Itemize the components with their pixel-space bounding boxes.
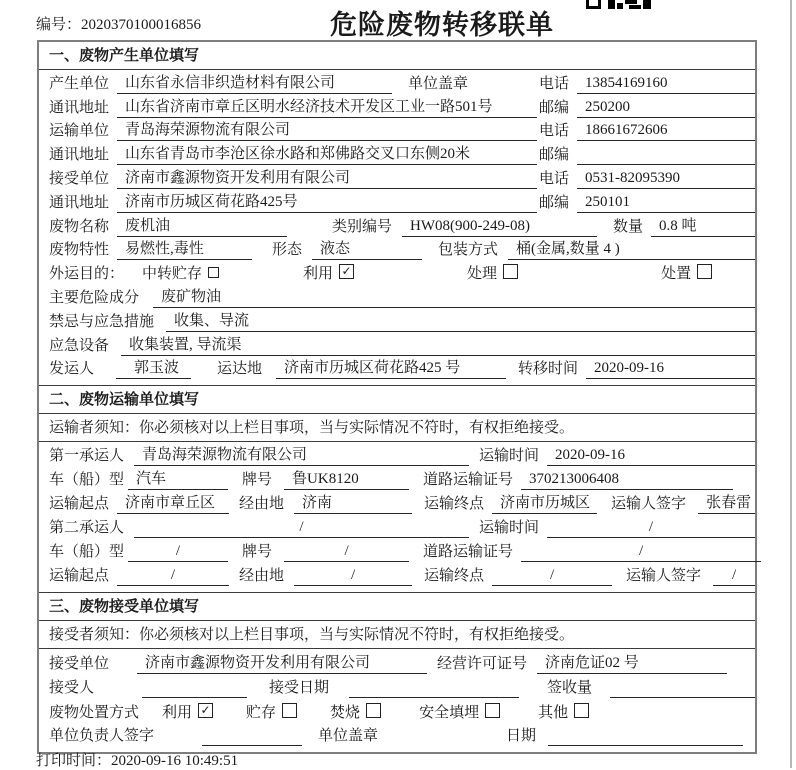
waste-property-row: [39, 237, 755, 261]
second-end-value: /: [492, 566, 612, 586]
quantity-label: 数量: [613, 218, 644, 235]
manifest-form-box: [37, 40, 757, 754]
sign-date-value: [548, 745, 743, 746]
producer-unit-value: 山东省永信非织造材料有限公司: [117, 74, 392, 94]
unit-seal-label: 单位盖章: [318, 728, 379, 745]
emergency-measures-value: 收集、导流: [166, 312, 755, 332]
sign-date-label: 日期: [506, 728, 537, 745]
transporter-phone-label: 电话: [538, 123, 569, 140]
purpose-treat-checkbox: [503, 264, 518, 279]
second-origin-label: 运输起点: [49, 568, 110, 585]
second-permit-label: 道路运输证号: [423, 544, 514, 561]
first-route-row: [39, 490, 755, 514]
second-vehicle-type-value: /: [128, 542, 228, 562]
first-plate-value: 鲁UK8120: [284, 470, 409, 490]
transporter-address-label: 通讯地址: [49, 147, 110, 164]
receiver-zip-label: 邮编: [538, 194, 569, 211]
transporter-unit-value: 青岛海荣源物流有限公司: [117, 121, 537, 141]
disposal-other-option: [538, 703, 589, 723]
section1-heading: 一、废物产生单位填写: [39, 42, 755, 70]
signed-amount-label: 签收量: [547, 680, 593, 697]
disposal-landfill-checkbox: [485, 703, 500, 718]
disposal-store-checkbox: [282, 703, 297, 718]
receiver-unit-label: 接受单位: [49, 170, 110, 187]
transfer-purpose-label: 外运目的：: [49, 266, 125, 283]
print-time-value: 2020-09-16 10:49:51: [111, 753, 239, 769]
receiver-phone-label: 电话: [538, 170, 569, 187]
second-sign-label: 运输人签字: [626, 568, 702, 585]
disposal-other-checkbox: [574, 703, 589, 718]
disposal-incinerate-option: [330, 703, 381, 723]
producer-seal-label: 单位盖章: [408, 75, 469, 92]
receiver-address-value: 济南市历城区荷花路425号: [117, 193, 537, 213]
purpose-transfer-storage-option: [142, 265, 219, 284]
purpose-dispose-checkbox: [697, 264, 712, 279]
disposal-incinerate-label: 焚烧: [330, 704, 361, 721]
transfer-purpose-row: [39, 260, 755, 284]
first-vehicle-type-value: 汽车: [128, 470, 228, 490]
disposal-utilize-label: 利用: [162, 704, 193, 721]
page-title: 危险废物转移联单: [330, 10, 554, 40]
second-sign-value: /: [713, 566, 755, 586]
page-edge-line: [790, 0, 792, 768]
purpose-dispose-label: 处置: [661, 266, 692, 283]
second-permit-value: /: [521, 542, 761, 562]
producer-address-label: 通讯地址: [49, 99, 110, 116]
recipient-label: 接受人: [49, 680, 95, 697]
producer-zip-value: 250200: [577, 98, 755, 118]
emergency-equipment-label: 应急设备: [49, 337, 110, 354]
disposal-method-label: 废物处置方式: [49, 704, 140, 721]
receiver-unit-value: 济南市鑫源物资开发利用有限公司: [117, 169, 537, 189]
serial-number: [36, 13, 201, 34]
category-code-label: 类别编号: [332, 218, 393, 235]
packing-value: 桶(金属,数量 4 ): [508, 240, 755, 260]
accept-unit-label: 接受单位: [49, 655, 110, 672]
serial-label: 编号：: [36, 17, 82, 33]
producer-unit-label: 产生单位: [49, 75, 110, 92]
purpose-utilize-label: 利用: [303, 266, 334, 283]
recipient-value: [142, 697, 247, 698]
first-vehicle-row: [39, 466, 755, 490]
transporter-phone-value: 18661672606: [577, 121, 755, 141]
recipient-row: [39, 674, 755, 699]
disposal-utilize-option: [162, 703, 213, 723]
disposal-store-option: [246, 703, 297, 723]
serial-value: 2020370100016856: [81, 17, 202, 33]
second-plate-value: /: [284, 542, 409, 562]
first-permit-label: 道路运输证号: [423, 472, 514, 489]
first-origin-value: 济南市章丘区: [117, 494, 229, 514]
purpose-treat-option: [467, 264, 518, 284]
first-end-value: 济南市历城区: [492, 494, 597, 514]
shipper-row: [39, 356, 755, 386]
purpose-transfer-storage-checkbox: [208, 267, 219, 278]
destination-value: 济南市历城区荷花路425 号: [276, 359, 506, 379]
receiver-phone-value: 0531-82095390: [577, 169, 755, 189]
second-vehicle-type-label: 车（船）型: [49, 544, 125, 561]
section2-heading: 二、废物运输单位填写: [39, 385, 755, 414]
emergency-measures-label: 禁忌与应急措施: [49, 313, 155, 330]
receiver-unit-row: [39, 165, 755, 189]
packing-label: 包装方式: [438, 242, 499, 259]
accept-date-label: 接受日期: [269, 680, 330, 697]
first-end-label: 运输终点: [424, 496, 485, 513]
disposal-landfill-label: 安全填埋: [419, 704, 480, 721]
hazard-component-row: [39, 284, 755, 308]
waste-property-value: 易燃性,毒性: [117, 240, 252, 260]
transporter-zip-label: 邮编: [538, 147, 569, 164]
license-number-value: 济南危证02 号: [537, 654, 727, 674]
second-vehicle-row: [39, 538, 755, 562]
producer-phone-value: 13854169160: [577, 74, 755, 94]
first-sign-value: 张春雷: [698, 494, 755, 514]
disposal-landfill-option: [419, 703, 500, 723]
second-carrier-row: [39, 514, 755, 538]
category-code-value: HW08(900-249-08): [402, 217, 597, 237]
accept-unit-row: [39, 649, 755, 674]
disposal-method-row: [39, 698, 755, 723]
form-state-label: 形态: [272, 242, 303, 259]
destination-label: 运达地: [217, 361, 263, 378]
transporter-unit-row: [39, 118, 755, 142]
transfer-time-value: 2020-09-16: [586, 359, 755, 379]
second-via-value: /: [294, 566, 412, 586]
manager-sign-label: 单位负责人签字: [49, 728, 155, 745]
waste-name-row: [39, 213, 755, 237]
section3-heading: 三、废物接受单位填写: [39, 592, 755, 621]
emergency-measures-row: [39, 308, 755, 332]
print-time-label: 打印时间：: [36, 753, 112, 769]
purpose-transfer-storage-label: 中转贮存: [142, 266, 203, 283]
disposal-utilize-checkbox: ✓: [198, 703, 213, 718]
second-via-label: 经由地: [239, 568, 285, 585]
quantity-value: 0.8 吨: [651, 217, 755, 237]
first-transport-time-value: 2020-09-16: [547, 446, 755, 466]
producer-address-row: [39, 94, 755, 118]
transporter-address-row: [39, 141, 755, 165]
form-state-value: 液态: [312, 240, 422, 260]
second-route-row: [39, 562, 755, 592]
shipper-label: 发运人: [49, 361, 95, 378]
hazard-component-label: 主要危险成分: [49, 289, 140, 306]
waste-name-label: 废物名称: [49, 218, 110, 235]
second-transport-time-value: /: [547, 518, 755, 538]
second-carrier-value: /: [134, 518, 469, 538]
second-plate-label: 牌号: [242, 544, 273, 561]
producer-unit-row: [39, 70, 755, 94]
first-permit-value: 370213006408: [521, 470, 733, 490]
transporter-notice: 运输者须知：你必须核对以上栏目事项，当与实际情况不符时，有权拒绝接受。: [39, 414, 755, 442]
transporter-unit-label: 运输单位: [49, 123, 110, 140]
manager-sign-row: [39, 723, 755, 753]
first-transport-time-label: 运输时间: [479, 448, 540, 465]
purpose-dispose-option: [661, 264, 712, 284]
receiver-address-row: [39, 189, 755, 213]
transfer-time-label: 转移时间: [518, 361, 579, 378]
shipper-value: 郭玉波: [116, 359, 191, 379]
second-transport-time-label: 运输时间: [479, 520, 540, 537]
waste-name-value: 废机油: [117, 217, 287, 237]
first-carrier-label: 第一承运人: [49, 448, 125, 465]
purpose-treat-label: 处理: [467, 266, 498, 283]
first-plate-label: 牌号: [242, 472, 273, 489]
transporter-zip-value: [577, 164, 755, 165]
first-via-label: 经由地: [239, 496, 285, 513]
print-time: [36, 749, 238, 770]
emergency-equipment-row: [39, 332, 755, 356]
transporter-address-value: 山东省青岛市李沧区徐水路和郑佛路交叉口东侧20米: [117, 145, 537, 165]
waste-property-label: 废物特性: [49, 242, 110, 259]
manager-sign-value: [202, 745, 302, 746]
emergency-equipment-value: 收集装置, 导流渠: [121, 336, 755, 356]
hazard-component-value: 废矿物油: [153, 288, 755, 308]
producer-zip-label: 邮编: [538, 99, 569, 116]
accept-unit-value: 济南市鑫源物资开发利用有限公司: [137, 654, 427, 674]
first-via-value: 济南: [294, 494, 412, 514]
second-origin-value: /: [117, 566, 229, 586]
second-end-label: 运输终点: [424, 568, 485, 585]
first-sign-label: 运输人签字: [611, 496, 687, 513]
first-carrier-row: [39, 442, 755, 466]
receiver-zip-value: 250101: [577, 193, 755, 213]
license-number-label: 经营许可证号: [437, 655, 528, 672]
first-carrier-value: 青岛海荣源物流有限公司: [134, 446, 469, 466]
disposal-store-label: 贮存: [246, 704, 277, 721]
signed-amount-value: [610, 697, 755, 698]
purpose-utilize-checkbox: ✓: [339, 264, 354, 279]
receiver-notice: 接受者须知：你必须核对以上栏目事项，当与实际情况不符时，有权拒绝接受。: [39, 621, 755, 649]
disposal-other-label: 其他: [538, 704, 569, 721]
purpose-utilize-option: [303, 264, 354, 284]
receiver-address-label: 通讯地址: [49, 194, 110, 211]
first-vehicle-type-label: 车（船）型: [49, 472, 125, 489]
second-carrier-label: 第二承运人: [49, 520, 125, 537]
qr-code-fragment: [586, 0, 652, 9]
accept-date-value: [349, 697, 519, 698]
producer-address-value: 山东省济南市章丘区明水经济技术开发区工业一路501号: [117, 98, 537, 118]
disposal-incinerate-checkbox: [366, 703, 381, 718]
first-origin-label: 运输起点: [49, 496, 110, 513]
producer-phone-label: 电话: [538, 75, 569, 92]
